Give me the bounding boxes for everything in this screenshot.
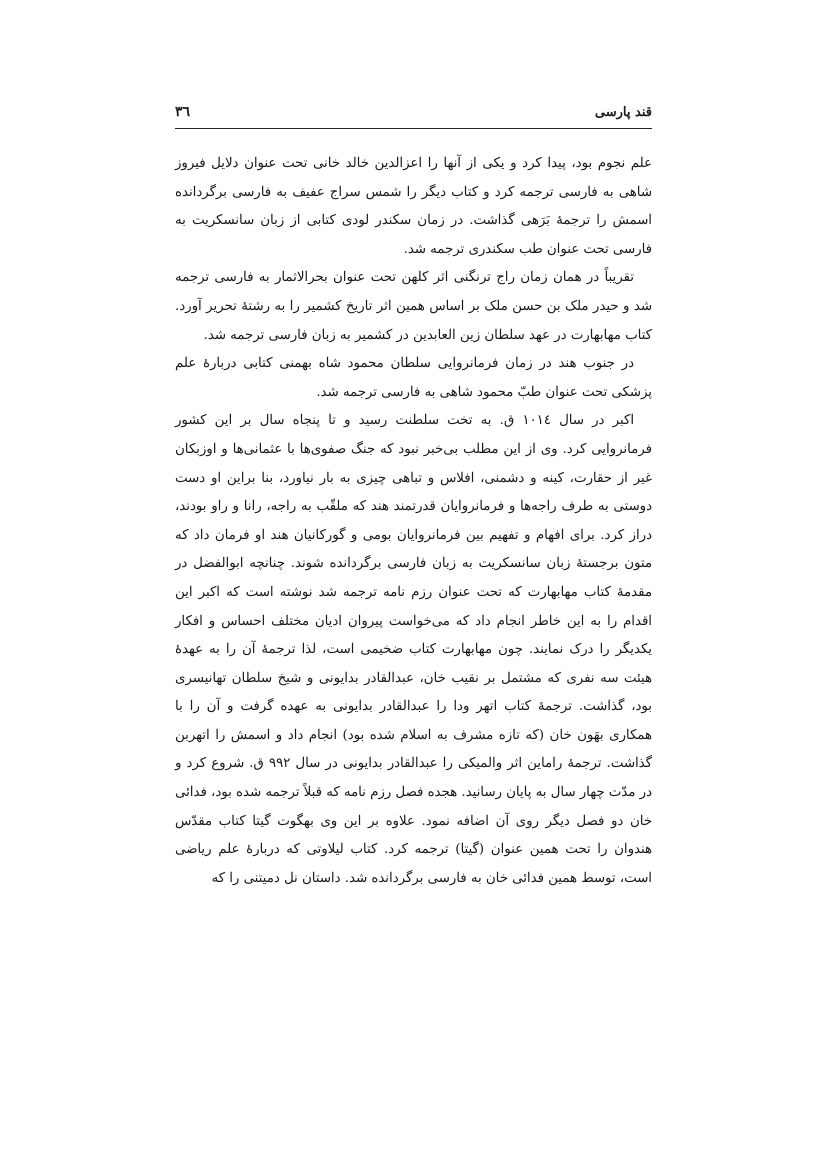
page-number: ۳٦	[175, 104, 191, 120]
page-header	[175, 102, 652, 129]
paragraph-4: اکبر در سال ۱۰۱٤ ق. به تخت سلطنت رسید و تا پنجاه سال بر این کشور فرمانروایی کرد. وی از این مطلب بی‌خبر نبود که جنگ صفوی‌ها با عثمانی‌ها و اوزبکان غیر از حقارت، کینه و دشمنی، افلاس و تباهی چیزی به بار نیاورد، بنا براین او دست دوستی به طرف راجه‌ها و فرمانروایان قدرتمند هند که ملقّب به راجه، رانا و راو بودند، دراز کرد. برای افهام و تفهیم بین فرمانروایان بومی و گورکانیان هند او فرمان داد که متون برجستۀ زبان سانسکریت به زبان فارسی برگردانده شوند. چنانچه ابوالفضل در مقدمۀ کتاب مهابهارت که تحت عنوان رزم نامه ترجمه شد نوشته است که اکبر این اقدام را به این خاطر انجام داد که می‌خواست پیروان ادیان مختلف احساس و افکار یکدیگر را درک نمایند. چون مهابهارت کتاب ضخیمی است، لذا ترجمۀ آن را به عهدۀ هیئت سه نفری که مشتمل بر نقیب خان، عبدالقادر بدایونی و شیخ سلطان تهانیسری بود، گذاشت. ترجمۀ کتاب اتهر ودا را عبدالقادر بدایونی به عهده گرفت و آن را با همکاری بهَون خان (که تازه مشرف به اسلام شده بود) انجام داد و اسمش را اتهربن گذاشت. ترجمۀ راماین اثر والمیکی را عبدالقادر بدایونی در سال ۹۹۲ ق. شروع کرد و در مدّت چهار سال به پایان رسانید. هجده فصل رزم نامه که قبلاً ترجمه شده بود، فدائی خان دو فصل دیگر روی آن اضافه نمود. علاوه بر این وی بهگوت گیتا کتاب مقدّس هندوان را تحت همین عنوان (گیتا) ترجمه کرد. کتاب لیلاوتی که دربارۀ علم ریاضی است، توسط همین فدائی خان به فارسی برگردانده شد. داستان نل دمیتنی را که	[175, 413, 652, 886]
running-title: قند پارسی	[594, 105, 652, 120]
paragraph-2: تقریباً در همان زمان راج ترنگنی اثر کلهن تحت عنوان بحرالاثمار به فارسی ترجمه شد و حیدر ملک بن حسن ملک بر اساس همین اثر تاریخ کشمیر را به رشتۀ تحریر آورد. کتاب مهابهارت در عهد سلطان زین العابدین در کشمیر به زبان فارسی ترجمه شد.	[175, 270, 652, 343]
paragraph-3: در جنوب هند در زمان فرمانروایی سلطان محمود شاه بهمنی کتابی دربارۀ علم پزشکی تحت عنوان طبّ محمود شاهی به فارسی ترجمه شد.	[175, 356, 652, 400]
body-text	[175, 150, 652, 893]
paragraph-1: علم نجوم بود، پیدا کرد و یکی از آنها را اعزالدین خالد خانی تحت عنوان دلایل فیروز شاهی به فارسی ترجمه کرد و کتاب دیگر را شمس سراج عفیف به فارسی برگردانده اسمش را ترجمۀ بَرَهی گذاشت. در زمان سکندر لودی کتابی از زبان سانسکریت به فارسی تحت عنوان طب سکندری ترجمه شد.	[175, 156, 652, 257]
